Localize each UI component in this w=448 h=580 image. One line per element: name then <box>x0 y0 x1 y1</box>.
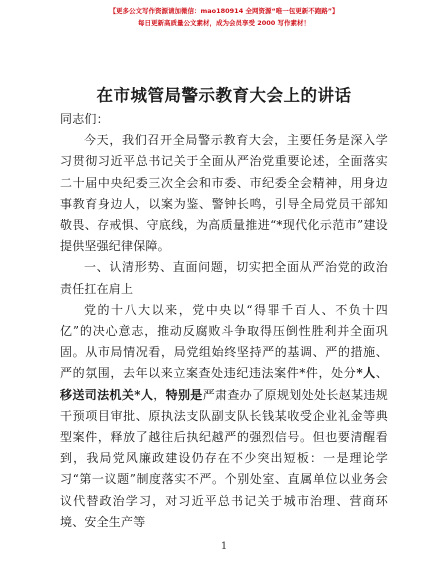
document-body <box>60 109 388 533</box>
paragraph-2-text-c: 、 <box>375 366 388 381</box>
page-number: 1 <box>220 541 228 552</box>
salutation: 同志们： <box>60 112 109 126</box>
section-heading-1: 一、认清形势、直面问题，切实把全面从严治党的政治责任扛在肩上 <box>60 260 388 296</box>
paragraph-2-text-d: ， <box>153 387 166 402</box>
paragraph-2-bold-1: *人 <box>356 366 376 381</box>
paragraph-2-text-e: 严肃查办了原规划处处长赵某违规干预项目审批、原执法支队副支队长钱某收受企业礼金等典型案件，释放了越往后执纪越严的强烈信号。但也要清醒看到，我局党风廉政建设仍存在不少突出短板：一是理论学习“第一议题”制度落实不严。个别处室、直属单位以业务会议代替政治学习，对习近平总书记关于城市治理、营商环境、安全生产等 <box>60 387 388 529</box>
paragraph-2-bold-3: 特别是 <box>165 387 203 402</box>
paragraph-2-text-a: 党的十八大以来，党中央以“得罪千百人、不负十四亿”的决心意志，推动反腐败斗争取得压倒性胜利并全面巩固。从市局情况看，局党组始终坚持严的基调、严的措施、严的氛围，去年以来立案查处违纪违法案件*件，处分 <box>60 302 388 381</box>
document-title: 在市城管局警示教育大会上的讲话 <box>96 86 352 105</box>
promo-banner-line2: 每日更新高质量公文素材，成为会员享受 2000 写作素材！ <box>137 19 311 27</box>
paragraph-2 <box>60 300 388 533</box>
paragraph-1: 今天，我们召开全局警示教育大会，主要任务是深入学习贯彻习近平总书记关于全面从严治党重要论述，全面落实二十届中央纪委三次全会和市委、市纪委全会精神，用身边事教育身边人，以案为鉴、警钟长鸣，引导全局党员干部知敬畏、存戒惧、守底线，为高质量推进“*现代化示范市”建设提供坚强纪律保障。 <box>60 133 388 254</box>
paragraph-2-bold-2: 移送司法机关*人 <box>60 387 154 402</box>
promo-banner-line1: 【更多公文写作资源请加微信：mao180914 全网资源“唯一包更新不跑路”】 <box>109 7 339 15</box>
promo-banner <box>0 5 448 29</box>
